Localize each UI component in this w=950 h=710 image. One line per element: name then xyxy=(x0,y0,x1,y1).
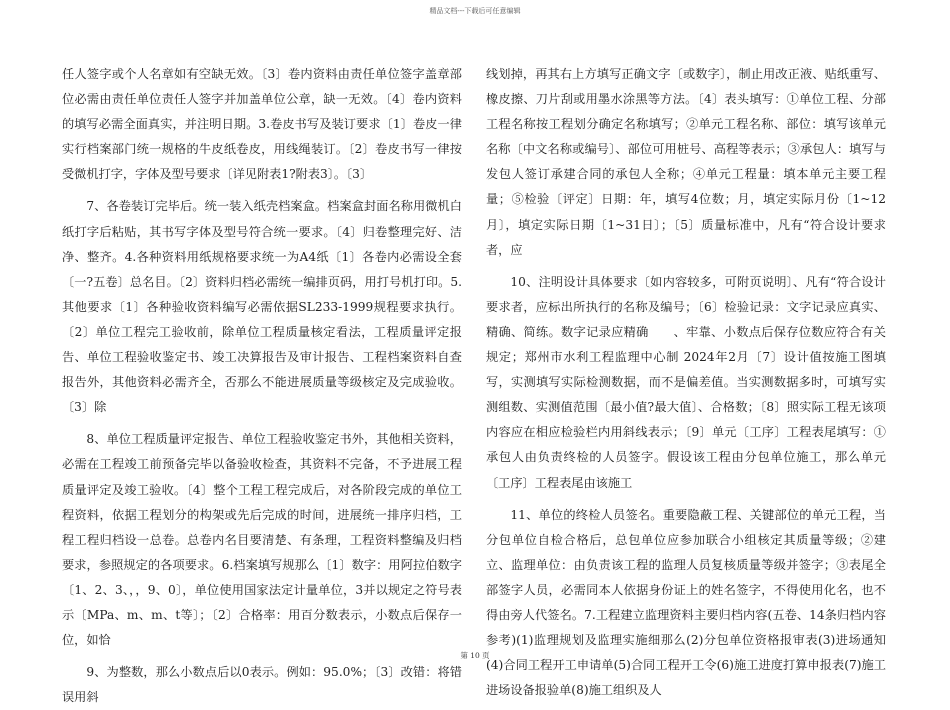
page-number: 第 10 页 xyxy=(460,651,490,660)
paragraph: 8、单位工程质量评定报告、单位工程验收鉴定书外，其他相关资料，必需在工程竣工前预备完毕以备验收检查，其资料不完备，不予进展工程质量评定及竣工验收。〔4〕整个工程工程完成后，对各阶段完成的单位工程资料，依据工程划分的构架或先后完成的时间，进展统一排序归档，工程工程归档设一总卷。总卷内名目要清楚、有条理，工程资料整编及归档要求，参照规定的各项要求。6.档案填写规那么〔1〕数字：用阿拉伯数字〔1、2、3、，，9、0〕，单位使用国家法定计量单位，3并以规定之符号表示〔MPa、m、m、t等〕；〔2〕合格率：用百分数表示，小数点后保存一位，如恰 xyxy=(62,432,462,648)
paragraph: 任人签字或个人名章如有空缺无效。〔3〕卷内资料由责任单位签字盖章部位必需由责任单位责任人签字并加盖单位公章，缺一无效。〔4〕卷内资料的填写必需全面真实，并注明日期。3.卷皮书写及装订要求〔1〕卷皮一律实行档案部门统一规格的牛皮纸卷皮，用线绳装订。〔2〕卷皮书写一律按受微机打字，字体及型号要求〔详见附表1?附表3〕。〔3〕 xyxy=(62,67,462,182)
paragraph: 7、各卷装订完毕后。统一装入纸壳档案盒。档案盒封面名称用微机白纸打字后粘贴，其书写字体及型号符合统一要求。〔4〕归卷整理完好、洁净、整齐。4.各种资料用纸规格要求统一为A4纸〔1〕各卷内必需设全套〔一?五卷〕总名目。〔2〕资料归档必需统一编排页码，用打号机打印。5.其他要求〔1〕各种验收资料编写必需依据SL233-1999规程要求执行。〔2〕单位工程完工验收前，除单位工程质量核定看法，工程质量评定报告、单位工程验收鉴定书、竣工决算报告及审计报告、工程档案资料自查报告外，其他资料必需齐全，否那么不能进展质量等级核定及完成验收。〔3〕除 xyxy=(62,199,462,415)
paragraph: 9、为整数，那么小数点后以0表示。例如：95.0%；〔3〕改错：将错误用斜 xyxy=(62,665,462,705)
left-column xyxy=(62,62,462,710)
paragraph: 线划掉，再其右上方填写正确文字〔或数字〕，制止用改正液、贴纸重写、橡皮擦、刀片刮或用墨水涂黑等方法。〔4〕表头填写：①单位工程、分部工程名称按工程划分确定名称填写；②单元工程名称、部位：填写该单元名称〔中文名称或编号〕、部位可用桩号、高程等表示；③承包人：填写与发包人签订承建合同的承包人全称；④单元工程量：填本单元主要工程量；⑤检验〔评定〕日期：年，填写4位数；月，填定实际月份〔1~12月〕，填定实际日期〔1~31日〕；〔5〕质量标准中，凡有“符合设计要求者，应 xyxy=(486,67,886,257)
paragraph: 10、注明设计具体要求〔如内容较多，可附页说明〕、凡有“符合设计要求者，应标出所执行的名称及编号；〔6〕检验记录：文字记录应真实、精确、简练。数字记录应精确 、牢靠、小数点后保存位数应符合有关规定；郑州市水利工程监理中心制 2024年2月〔7〕设计值按施工图填写，实测填写实际检测数据，而不是偏差值。当实测数据多时，可填写实测组数、实测值范围〔最小值?最大值〕、合格数；〔8〕照实际工程无该项内容应在相应检验栏内用斜线表示；〔9〕单元〔工序〕工程表尾填写：①承包人由负责终检的人员签字。假设该工程由分包单位施工，那么单元〔工序〕工程表尾由该施工 xyxy=(486,274,886,490)
page-header: 精品文档---下载后可任意编辑 xyxy=(429,7,521,15)
right-column xyxy=(486,62,886,703)
paragraph: 11、单位的终检人员签名。重要隐蔽工程、关键部位的单元工程，当分包单位自检合格后，总包单位应参加联合小组核定其质量等级；②建立、监理单位：由负责该工程的监理人员复核质量等级并签字；③表尾全部签字人员，必需同本人依据身份证上的姓名签字，不得使用化名，也不得由旁人代签名。7.工程建立监理资料主要归档内容(五卷、14条归档内容参考)(1)监理规划及监理实施细那么(2)分包单位资格报审表(3)进场通知(4)合同工程开工申请单(5)合同工程开工令(6)施工进度打算申报表(7)施工进场设备报验单(8)施工组织及人 xyxy=(486,507,886,698)
